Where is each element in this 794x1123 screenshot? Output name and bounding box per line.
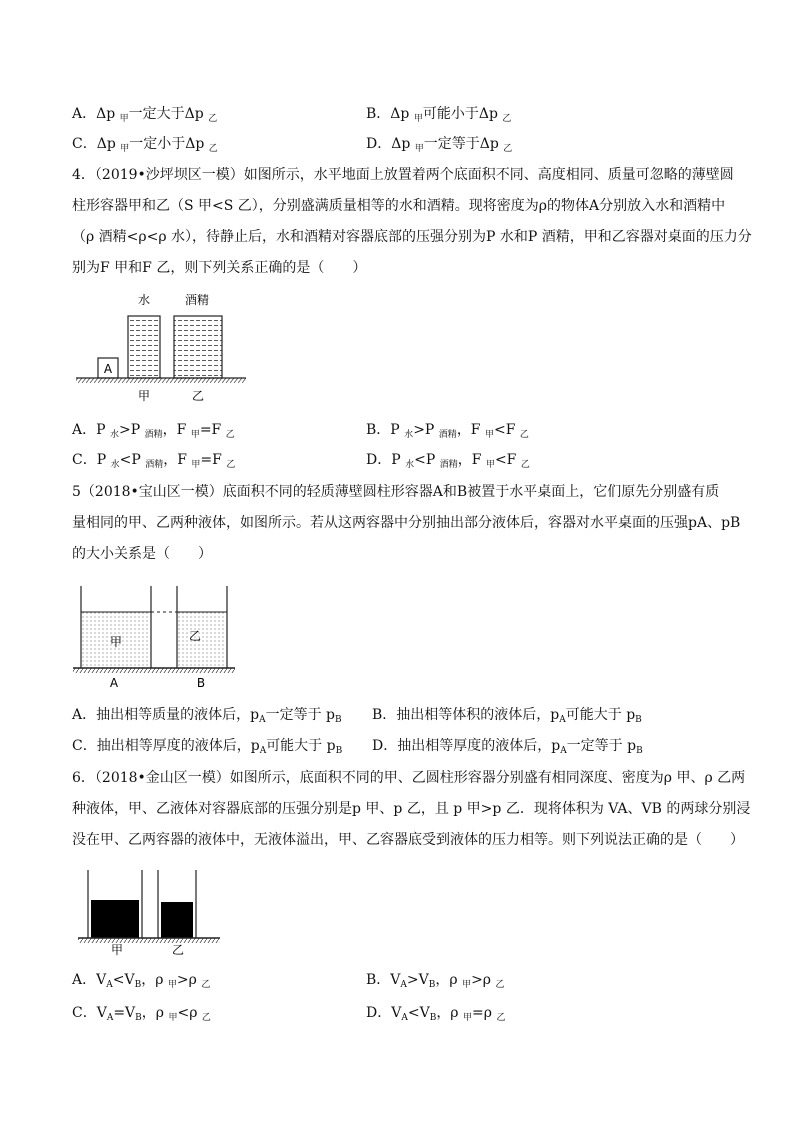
q4-ground-hatch [76, 378, 246, 383]
q4-label-yi: 乙 [191, 389, 205, 403]
q6-option-a[interactable]: A．$V_A<V_B$，ρ $_甲$>ρ $_乙$ [72, 972, 211, 990]
q6-figure [70, 862, 230, 958]
q4-label-jia: 甲 [137, 389, 151, 403]
q4-stem-line-4: 别为F 甲和F 乙，则下列关系正确的是（ ） [72, 260, 367, 276]
q5-stem-line-3: 的大小关系是（ ） [72, 546, 212, 562]
q6-option-d[interactable]: D．$V_A<V_B$，ρ $_甲$=ρ $_乙$ [366, 1005, 506, 1023]
q3-option-a[interactable]: A．Δp $_甲$一定大于Δp $_乙$ [72, 106, 218, 124]
q6-stem-line-2: 种液体，甲、乙液体对容器底部的压强分别是p 甲、p 乙，且 p 甲>p 乙．现将体积为 VA、VB 的两球分别浸 [72, 801, 751, 817]
q4-stem-line-3: （ρ 酒精<ρ<ρ 水），待静止后，水和酒精对容器底部的压强分别为P 水和P 酒精，甲和乙容器对桌面的压力分 [72, 229, 752, 245]
q5-option-d[interactable]: D．抽出相等厚度的液体后，$p_A$一定等于 $p_B$ [372, 738, 643, 756]
q6-option-b[interactable]: B．$V_A>V_B$，ρ $_甲$>ρ $_乙$ [366, 972, 505, 990]
q4-figure [70, 288, 260, 412]
q4-label-water: 水 [137, 293, 151, 307]
q5-table-hatch [73, 668, 235, 673]
q4-stem-line-1: 4．（2019•沙坪坝区一模）如图所示，水平地面上放置着两个底面积不同、高度相同、质量可忽略的薄壁圆 [72, 167, 734, 183]
q6-liquid-jia [91, 900, 139, 938]
q5-label-yi: 乙 [188, 629, 202, 643]
q5-label-jia: 甲 [109, 635, 123, 649]
q4-option-b[interactable]: B．P $_水$>P $_{酒精}$，F $_甲$<F $_乙$ [366, 422, 529, 440]
q3-option-d[interactable]: D．Δp $_甲$一定等于Δp $_乙$ [366, 136, 513, 154]
q6-stem-line-1: 6．（2018•金山区一模）如图所示，底面积不同的甲、乙圆柱形容器分别盛有相同深度、密度为ρ 甲、ρ 乙两 [72, 770, 746, 786]
q3-option-b[interactable]: B．Δp $_甲$可能小于Δp $_乙$ [366, 106, 512, 124]
q5-option-a[interactable]: A．抽出相等质量的液体后，$p_A$一定等于 $p_B$ [72, 707, 342, 725]
q6-table-hatch [78, 938, 220, 943]
q6-option-c[interactable]: C．$V_A=V_B$，ρ $_甲$<ρ $_乙$ [72, 1005, 211, 1023]
q5-figure [70, 580, 240, 692]
q5-option-b[interactable]: B．抽出相等体积的液体后，$p_A$可能大于 $p_B$ [372, 707, 642, 725]
q5-label-b: B [196, 676, 206, 690]
q6-liquid-yi [161, 902, 193, 938]
q4-option-a[interactable]: A．P $_水$>P $_{酒精}$，F $_甲$=F $_乙$ [72, 422, 235, 440]
q4-container-jia [128, 316, 160, 378]
q3-option-c[interactable]: C．Δp $_甲$一定小于Δp $_乙$ [72, 136, 218, 154]
q4-option-d[interactable]: D．P $_水$<P $_{酒精}$，F $_甲$<F $_乙$ [366, 452, 530, 470]
q4-stem-line-2: 柱形容器甲和乙（S 甲<S 乙），分别盛满质量相等的水和酒精。现将密度为ρ的物体A分别放入水和酒精中 [72, 198, 726, 214]
q6-stem-line-3: 没在甲、乙两容器的液体中，无液体溢出，甲、乙容器底受到液体的压力相等。则下列说法正确的是（ ） [72, 832, 744, 848]
q4-container-yi [174, 316, 222, 378]
q6-label-yi: 乙 [171, 943, 185, 957]
q4-label-block: A [103, 362, 113, 376]
q5-liquid-yi [177, 612, 227, 668]
q5-stem-line-2: 量相同的甲、乙两种液体，如图所示。若从这两容器中分别抽出部分液体后，容器对水平桌面的压强pA、pB [72, 515, 741, 531]
q4-option-c[interactable]: C．P $_水$<P $_{酒精}$，F $_甲$=F $_乙$ [72, 452, 236, 470]
q5-stem-line-1: 5（2018•宝山区一模）底面积不同的轻质薄壁圆柱形容器A和B被置于水平桌面上，它们原先分别盛有质 [72, 484, 720, 500]
q5-option-c[interactable]: C．抽出相等厚度的液体后，$p_A$可能大于 $p_B$ [72, 738, 343, 756]
q4-label-alcohol: 酒精 [184, 293, 210, 307]
q5-label-a: A [109, 676, 119, 690]
q6-label-jia: 甲 [110, 943, 124, 957]
